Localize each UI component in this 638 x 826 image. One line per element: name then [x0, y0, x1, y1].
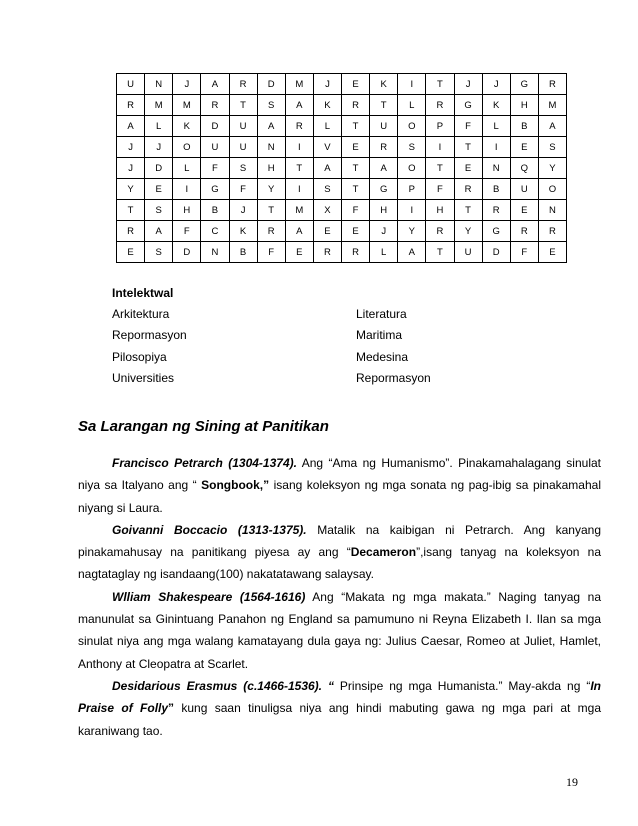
- grid-cell: T: [426, 242, 454, 263]
- word-list-item: Repormasyon: [356, 370, 431, 385]
- section-title: Sa Larangan ng Sining at Panitikan: [78, 418, 329, 435]
- grid-cell: D: [173, 242, 201, 263]
- grid-cell: E: [342, 137, 370, 158]
- grid-cell: U: [510, 179, 538, 200]
- grid-cell: F: [342, 200, 370, 221]
- grid-row: [117, 116, 567, 137]
- word-list-item: Universities: [112, 370, 175, 385]
- grid-cell: B: [482, 179, 510, 200]
- grid-cell: V: [313, 137, 341, 158]
- grid-cell: R: [257, 221, 285, 242]
- grid-cell: O: [398, 116, 426, 137]
- grid-cell: Y: [454, 221, 482, 242]
- grid-cell: J: [229, 200, 257, 221]
- grid-cell: J: [370, 221, 398, 242]
- grid-cell: A: [201, 74, 229, 95]
- grid-cell: T: [117, 200, 145, 221]
- grid-cell: L: [173, 158, 201, 179]
- grid-cell: J: [173, 74, 201, 95]
- work-title: In Praise of Folly: [78, 678, 602, 716]
- word-list-row: [112, 368, 512, 389]
- grid-cell: I: [285, 137, 313, 158]
- grid-cell: P: [398, 179, 426, 200]
- grid-cell: T: [426, 74, 454, 95]
- grid-cell: R: [342, 95, 370, 116]
- word-list-item: Medesina: [356, 349, 409, 364]
- grid-cell: Y: [257, 179, 285, 200]
- grid-cell: L: [145, 116, 173, 137]
- grid-cell: N: [538, 200, 566, 221]
- grid-cell: E: [117, 242, 145, 263]
- grid-cell: S: [398, 137, 426, 158]
- grid-cell: H: [173, 200, 201, 221]
- paragraph-text: Ang “Makata ng mga makata.” Naging tanyag na manunulat sa Ginintuang Panahon ng England sa pamumuno ni Reyna Elizabeth I. Ilan sa mga sinulat niya ang mga walang kamatayang dula gaya ng: Julius Caesar, Romeo at Juliet, Hamlet, Anthony at Cleopatra at Scarlet.: [78, 589, 601, 671]
- grid-cell: S: [229, 158, 257, 179]
- grid-cell: N: [257, 137, 285, 158]
- grid-cell: R: [117, 221, 145, 242]
- grid-cell: Y: [398, 221, 426, 242]
- grid-cell: L: [370, 242, 398, 263]
- grid-cell: J: [145, 137, 173, 158]
- word-list-item: Pilosopiya: [112, 349, 167, 364]
- grid-cell: R: [313, 242, 341, 263]
- grid-cell: D: [482, 242, 510, 263]
- grid-cell: G: [201, 179, 229, 200]
- grid-cell: H: [510, 95, 538, 116]
- grid-cell: K: [370, 74, 398, 95]
- word-list-item: Maritima: [356, 328, 403, 343]
- grid-row: [117, 158, 567, 179]
- grid-cell: Q: [510, 158, 538, 179]
- grid-cell: O: [398, 158, 426, 179]
- grid-cell: R: [370, 137, 398, 158]
- grid-cell: A: [257, 116, 285, 137]
- grid-cell: F: [454, 116, 482, 137]
- grid-row: [117, 242, 567, 263]
- grid-cell: G: [482, 221, 510, 242]
- grid-cell: I: [482, 137, 510, 158]
- grid-cell: T: [229, 95, 257, 116]
- grid-cell: A: [370, 158, 398, 179]
- grid-cell: K: [482, 95, 510, 116]
- grid-cell: F: [426, 179, 454, 200]
- grid-cell: Y: [538, 158, 566, 179]
- grid-cell: B: [510, 116, 538, 137]
- grid-cell: I: [285, 179, 313, 200]
- grid-cell: F: [173, 221, 201, 242]
- grid-cell: S: [313, 179, 341, 200]
- grid-cell: N: [201, 242, 229, 263]
- grid-cell: R: [454, 179, 482, 200]
- grid-cell: E: [510, 200, 538, 221]
- grid-cell: L: [313, 116, 341, 137]
- body-text: [78, 452, 601, 742]
- grid-cell: E: [313, 221, 341, 242]
- grid-cell: H: [370, 200, 398, 221]
- grid-cell: A: [313, 158, 341, 179]
- grid-cell: U: [117, 74, 145, 95]
- grid-cell: L: [482, 116, 510, 137]
- author-name: Wlliam Shakespeare (1564-1616): [112, 589, 306, 604]
- grid-cell: R: [426, 95, 454, 116]
- grid-cell: J: [117, 137, 145, 158]
- grid-cell: R: [201, 95, 229, 116]
- grid-cell: M: [538, 95, 566, 116]
- grid-cell: R: [510, 221, 538, 242]
- grid-cell: R: [229, 74, 257, 95]
- grid-cell: S: [145, 242, 173, 263]
- grid-cell: G: [370, 179, 398, 200]
- paragraph-text: Prinsipe ng mga Humanista.” May-akda ng “: [333, 678, 591, 693]
- grid-row: [117, 200, 567, 221]
- grid-cell: J: [117, 158, 145, 179]
- grid-cell: N: [482, 158, 510, 179]
- grid-cell: T: [342, 158, 370, 179]
- word-list-row: [112, 304, 512, 325]
- grid-cell: R: [342, 242, 370, 263]
- grid-cell: X: [313, 200, 341, 221]
- grid-cell: M: [173, 95, 201, 116]
- work-title: Decameron: [350, 545, 417, 560]
- grid-cell: A: [285, 221, 313, 242]
- grid-cell: T: [285, 158, 313, 179]
- grid-cell: N: [145, 74, 173, 95]
- grid-cell: J: [454, 74, 482, 95]
- work-title-quote: ”: [168, 701, 175, 716]
- grid-cell: E: [510, 137, 538, 158]
- grid-cell: F: [510, 242, 538, 263]
- grid-cell: E: [145, 179, 173, 200]
- word-search-table: [116, 73, 567, 263]
- paragraph-text: Ang “Ama ng Humanismo”. Pinakamahalagang sinulat niya sa Italyano ang “: [78, 456, 601, 493]
- grid-row: [117, 221, 567, 242]
- grid-cell: A: [285, 95, 313, 116]
- paragraph-boccacio: [78, 519, 601, 586]
- grid-cell: K: [229, 221, 257, 242]
- paragraph-petrarch: [78, 452, 601, 519]
- grid-cell: R: [117, 95, 145, 116]
- grid-cell: F: [201, 158, 229, 179]
- grid-cell: T: [342, 179, 370, 200]
- paragraph-erasmus: [78, 675, 601, 742]
- grid-row: [117, 179, 567, 200]
- grid-row: [117, 95, 567, 116]
- grid-cell: T: [426, 158, 454, 179]
- grid-cell: M: [285, 74, 313, 95]
- grid-cell: A: [398, 242, 426, 263]
- grid-cell: G: [454, 95, 482, 116]
- grid-cell: F: [229, 179, 257, 200]
- grid-cell: S: [538, 137, 566, 158]
- word-list-item: Arkitektura: [112, 307, 170, 321]
- page-number: 19: [566, 775, 578, 789]
- grid-cell: T: [454, 200, 482, 221]
- grid-cell: T: [257, 200, 285, 221]
- word-list: [112, 283, 512, 389]
- grid-cell: J: [313, 74, 341, 95]
- grid-cell: O: [173, 137, 201, 158]
- grid-cell: D: [145, 158, 173, 179]
- grid-cell: I: [398, 200, 426, 221]
- paragraph-text: kung saan tinuligsa niya ang hindi mabuting gawa ng mga pari at mga karaniwang tao.: [78, 701, 602, 738]
- grid-cell: A: [538, 116, 566, 137]
- grid-cell: B: [201, 200, 229, 221]
- grid-cell: S: [257, 95, 285, 116]
- paragraph-text: isang koleksyon ng mga sonata ng pag-ibig sa pinakamahal niyang si Laura.: [78, 478, 601, 515]
- grid-cell: Y: [117, 179, 145, 200]
- word-list-row: [112, 347, 512, 368]
- grid-cell: U: [370, 116, 398, 137]
- grid-cell: I: [398, 74, 426, 95]
- grid-cell: H: [257, 158, 285, 179]
- grid-cell: U: [229, 137, 257, 158]
- grid-cell: B: [229, 242, 257, 263]
- grid-cell: I: [426, 137, 454, 158]
- grid-cell: U: [229, 116, 257, 137]
- grid-cell: R: [482, 200, 510, 221]
- grid-cell: T: [342, 116, 370, 137]
- grid-cell: R: [285, 116, 313, 137]
- grid-cell: H: [426, 200, 454, 221]
- grid-row: [117, 137, 567, 158]
- grid-row: [117, 74, 567, 95]
- grid-cell: C: [201, 221, 229, 242]
- word-list-item: Literatura: [356, 307, 407, 321]
- grid-cell: S: [145, 200, 173, 221]
- grid-cell: R: [426, 221, 454, 242]
- grid-cell: F: [257, 242, 285, 263]
- paragraph-shakespeare: [78, 586, 601, 675]
- grid-cell: R: [538, 221, 566, 242]
- grid-cell: K: [313, 95, 341, 116]
- paragraph-text: ”,isang tanyag na koleksyon na nagtataglay ng isandaang(100) nakatatawang salaysay.: [78, 545, 601, 582]
- grid-cell: R: [538, 74, 566, 95]
- grid-cell: K: [173, 116, 201, 137]
- grid-cell: J: [482, 74, 510, 95]
- grid-cell: U: [201, 137, 229, 158]
- grid-cell: O: [538, 179, 566, 200]
- author-name: Desidarious Erasmus (c.1466-1536). “: [112, 678, 334, 693]
- word-list-item: Repormasyon: [112, 328, 187, 343]
- word-list-title: Intelektwal: [112, 286, 174, 300]
- word-search-grid: [116, 73, 567, 263]
- grid-cell: M: [285, 200, 313, 221]
- grid-cell: I: [173, 179, 201, 200]
- grid-cell: T: [454, 137, 482, 158]
- grid-cell: U: [454, 242, 482, 263]
- grid-cell: D: [201, 116, 229, 137]
- grid-cell: E: [342, 74, 370, 95]
- grid-cell: A: [117, 116, 145, 137]
- grid-cell: E: [342, 221, 370, 242]
- paragraph-text: Matalik na kaibigan ni Petrarch. Ang kanyang pinakamahusay na panitikang piyesa ay ang “: [78, 522, 602, 560]
- grid-cell: A: [145, 221, 173, 242]
- work-title: Songbook,”: [201, 478, 270, 493]
- word-list-row: [112, 325, 512, 346]
- grid-cell: T: [370, 95, 398, 116]
- author-name: Francisco Petrarch (1304-1374).: [112, 456, 297, 470]
- grid-cell: G: [510, 74, 538, 95]
- grid-cell: E: [454, 158, 482, 179]
- grid-cell: E: [538, 242, 566, 263]
- grid-cell: L: [398, 95, 426, 116]
- grid-cell: D: [257, 74, 285, 95]
- grid-cell: P: [426, 116, 454, 137]
- grid-cell: M: [145, 95, 173, 116]
- grid-cell: E: [285, 242, 313, 263]
- author-name: Goivanni Boccacio (1313-1375).: [112, 522, 307, 537]
